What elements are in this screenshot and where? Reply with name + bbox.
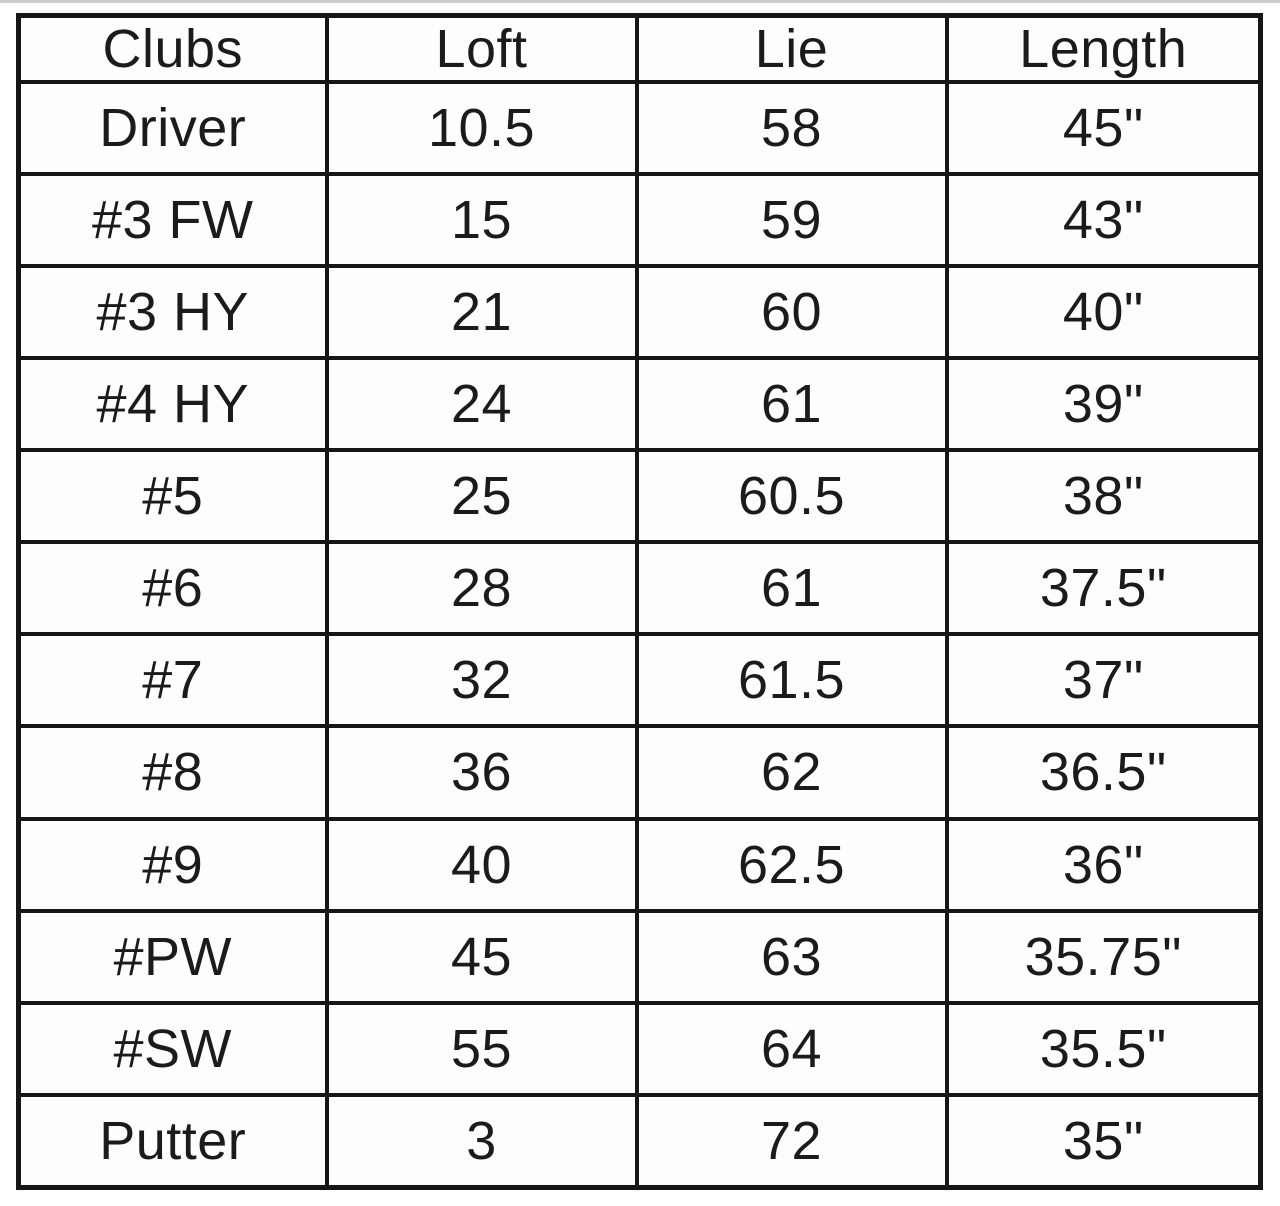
table-row <box>19 266 1261 358</box>
club-name-cell: #SW <box>19 1003 327 1095</box>
value-cell: 36 <box>327 726 637 818</box>
club-name-cell: #8 <box>19 726 327 818</box>
club-name-cell: #4 HY <box>19 358 327 450</box>
table-row <box>19 358 1261 450</box>
column-header-clubs: Clubs <box>19 16 327 83</box>
value-cell: 37.5" <box>947 542 1261 634</box>
club-name-cell: #5 <box>19 450 327 542</box>
club-name-cell: Driver <box>19 82 327 174</box>
column-header-lie: Lie <box>637 16 947 83</box>
value-cell: 35" <box>947 1095 1261 1188</box>
value-cell: 62.5 <box>637 819 947 911</box>
value-cell: 61 <box>637 358 947 450</box>
value-cell: 60.5 <box>637 450 947 542</box>
value-cell: 32 <box>327 634 637 726</box>
value-cell: 36" <box>947 819 1261 911</box>
value-cell: 10.5 <box>327 82 637 174</box>
value-cell: 35.75" <box>947 911 1261 1003</box>
club-name-cell: #3 FW <box>19 174 327 266</box>
table-row <box>19 82 1261 174</box>
value-cell: 39" <box>947 358 1261 450</box>
table-header <box>19 16 1261 83</box>
value-cell: 28 <box>327 542 637 634</box>
value-cell: 3 <box>327 1095 637 1188</box>
value-cell: 15 <box>327 174 637 266</box>
table-row <box>19 634 1261 726</box>
cropped-line-artifact <box>0 0 1280 3</box>
golf-club-spec-table <box>16 13 1263 1190</box>
club-name-cell: Putter <box>19 1095 327 1188</box>
value-cell: 45" <box>947 82 1261 174</box>
table-body <box>19 82 1261 1188</box>
table-row <box>19 911 1261 1003</box>
value-cell: 63 <box>637 911 947 1003</box>
value-cell: 21 <box>327 266 637 358</box>
value-cell: 61.5 <box>637 634 947 726</box>
column-header-loft: Loft <box>327 16 637 83</box>
value-cell: 64 <box>637 1003 947 1095</box>
value-cell: 36.5" <box>947 726 1261 818</box>
table-row <box>19 1095 1261 1188</box>
table-row <box>19 542 1261 634</box>
table-header-row <box>19 16 1261 83</box>
table-row <box>19 819 1261 911</box>
club-name-cell: #PW <box>19 911 327 1003</box>
value-cell: 58 <box>637 82 947 174</box>
table-row <box>19 726 1261 818</box>
club-name-cell: #6 <box>19 542 327 634</box>
value-cell: 60 <box>637 266 947 358</box>
value-cell: 72 <box>637 1095 947 1188</box>
value-cell: 61 <box>637 542 947 634</box>
club-name-cell: #7 <box>19 634 327 726</box>
value-cell: 62 <box>637 726 947 818</box>
value-cell: 55 <box>327 1003 637 1095</box>
value-cell: 45 <box>327 911 637 1003</box>
club-name-cell: #9 <box>19 819 327 911</box>
club-name-cell: #3 HY <box>19 266 327 358</box>
value-cell: 40" <box>947 266 1261 358</box>
value-cell: 40 <box>327 819 637 911</box>
value-cell: 24 <box>327 358 637 450</box>
column-header-length: Length <box>947 16 1261 83</box>
value-cell: 38" <box>947 450 1261 542</box>
table-row <box>19 174 1261 266</box>
value-cell: 35.5" <box>947 1003 1261 1095</box>
table-row <box>19 450 1261 542</box>
value-cell: 25 <box>327 450 637 542</box>
value-cell: 43" <box>947 174 1261 266</box>
table-row <box>19 1003 1261 1095</box>
value-cell: 59 <box>637 174 947 266</box>
value-cell: 37" <box>947 634 1261 726</box>
